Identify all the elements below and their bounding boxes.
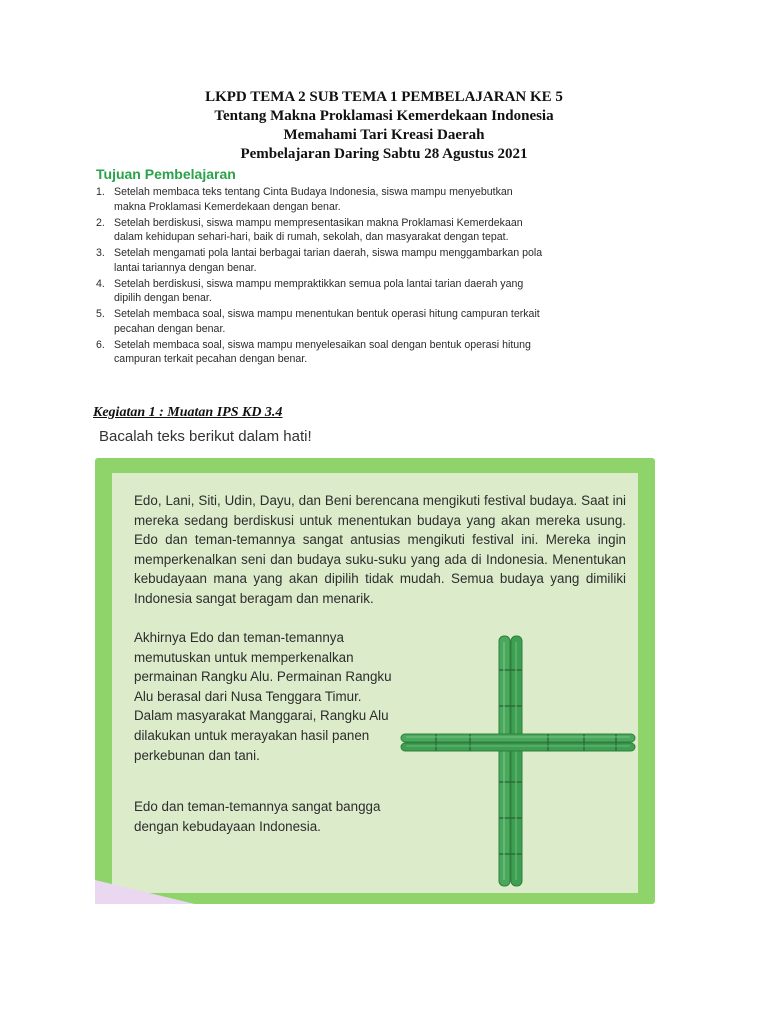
objective-item	[96, 185, 546, 214]
objectives-list	[96, 185, 546, 367]
header-line-3: Memahami Tari Kreasi Daerah	[283, 127, 485, 143]
objective-item	[96, 307, 546, 336]
rangku-alu-bamboo-icon	[398, 632, 638, 892]
objective-number: 5.	[96, 308, 105, 320]
reading-instruction: Bacalah teks berikut dalam hati!	[99, 428, 312, 445]
header-line-1: LKPD TEMA 2 SUB TEMA 1 PEMBELAJARAN KE 5	[205, 89, 563, 105]
objective-item	[96, 246, 546, 275]
reading-paragraph-3: Edo dan teman-temannya sangat bangga dengan kebudayaan Indonesia.	[134, 799, 381, 834]
reading-paragraph-2: Akhirnya Edo dan teman-temannya memutuskan untuk memperkenalkan permainan Rangku Alu. Permainan Rangku Alu berasal dari Nusa Tenggara Timur. Dalam masyarakat Manggarai, Rangku Alu dilakukan untuk merayakan hasil panen perkebunan dan tani.	[134, 630, 392, 763]
objective-text: Setelah membaca teks tentang Cinta Budaya Indonesia, siswa mampu menyebutkan makna Proklamasi Kemerdekaan dengan benar.	[114, 186, 513, 213]
horizontal-bamboo-poles	[401, 734, 635, 751]
tujuan-title: Tujuan Pembelajaran	[96, 166, 236, 182]
objective-number: 1.	[96, 186, 105, 198]
objective-item	[96, 277, 546, 306]
objective-text: Setelah membaca soal, siswa mampu menyelesaikan soal dengan bentuk operasi hitung campuran terkait pecahan dengan benar.	[114, 338, 531, 365]
objective-text: Setelah berdiskusi, siswa mampu mempresentasikan makna Proklamasi Kemerdekaan dalam kehidupan sehari-hari, baik di rumah, sekolah, dan masyarakat dengan tepat.	[114, 216, 523, 243]
objective-number: 2.	[96, 216, 105, 229]
kegiatan-title: Kegiatan 1 : Muatan IPS KD 3.4	[93, 405, 283, 420]
vertical-bamboo-poles	[499, 636, 522, 886]
header-line-2: Tentang Makna Proklamasi Kemerdekaan Indonesia	[214, 108, 554, 124]
objective-number: 6.	[96, 338, 105, 351]
objective-text: Setelah membaca soal, siswa mampu menentukan bentuk operasi hitung campuran terkait pecahan dengan benar.	[114, 308, 540, 335]
objective-item	[96, 216, 546, 245]
page-corner-decoration	[95, 880, 195, 904]
header-line-4: Pembelajaran Daring Sabtu 28 Agustus 2021	[240, 146, 528, 162]
objective-item	[96, 338, 546, 367]
objective-text: Setelah mengamati pola lantai berbagai tarian daerah, siswa mampu menggambarkan pola lantai tariannya dengan benar.	[114, 247, 543, 274]
objective-text: Setelah berdiskusi, siswa mampu mempraktikkan semua pola lantai tarian daerah yang dipilih dengan benar.	[114, 277, 524, 304]
objective-number: 4.	[96, 277, 105, 290]
objective-number: 3.	[96, 247, 105, 259]
document-header	[0, 88, 768, 164]
reading-paragraph-1: Edo, Lani, Siti, Udin, Dayu, dan Beni berencana mengikuti festival budaya. Saat ini mereka sedang berdiskusi untuk menentukan budaya yang akan mereka usung. Edo dan teman-temannya sangat antusias mengikuti festival ini. Mereka ingin memperkenalkan seni dan budaya suku-suku yang ada di Indonesia. Menentukan kebudayaan mana yang akan dipilih tidak mudah. Semua budaya yang dimiliki Indonesia sangat beragam dan menarik.	[134, 493, 626, 606]
